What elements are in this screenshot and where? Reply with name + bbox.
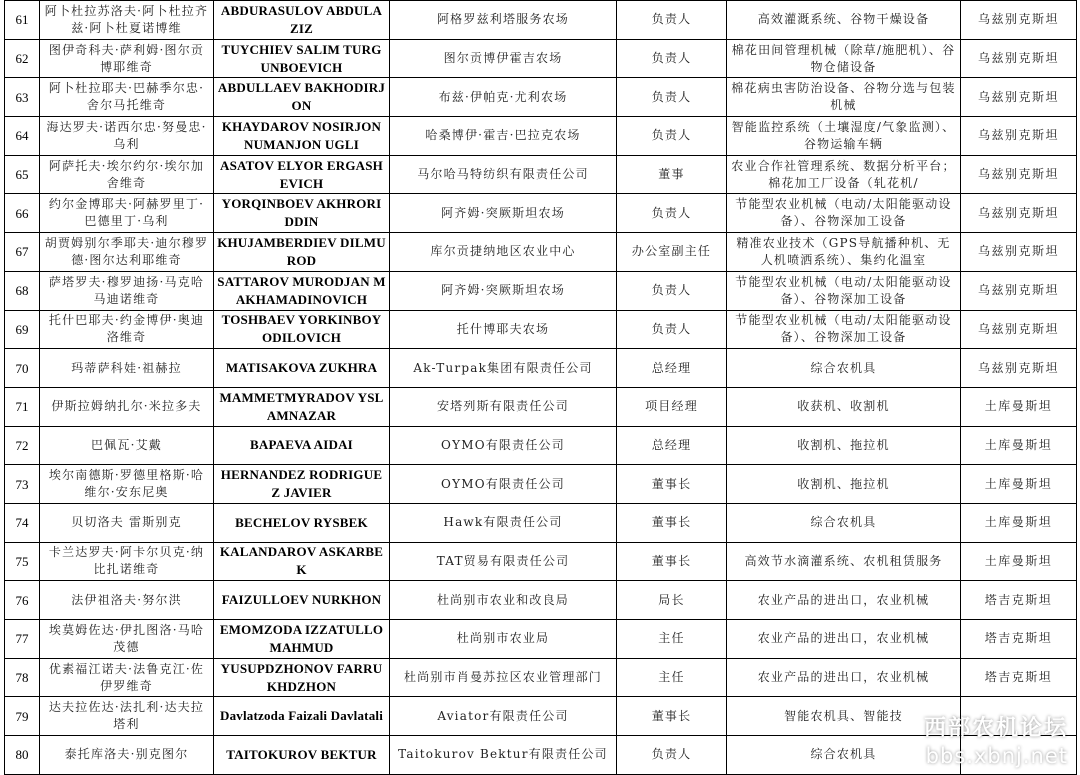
chinese-name-cell: 玛蒂萨科娃·祖赫拉 bbox=[40, 349, 214, 388]
row-number: 75 bbox=[5, 542, 40, 581]
row-number: 80 bbox=[5, 736, 40, 775]
country-cell: 乌兹别克斯坦 bbox=[961, 349, 1077, 388]
chinese-name-cell: 萨塔罗夫·穆罗迪扬·马克哈马迪诺维奇 bbox=[40, 271, 214, 310]
country-cell: 塔吉克斯坦 bbox=[961, 581, 1077, 620]
table-row bbox=[5, 503, 1077, 542]
latin-name-cell: FAIZULLOEV NURKHON bbox=[214, 581, 390, 620]
forum-watermark bbox=[924, 715, 1068, 769]
country-cell: 土库曼斯坦 bbox=[961, 465, 1077, 504]
position-cell: 董事 bbox=[617, 155, 727, 194]
row-number: 65 bbox=[5, 155, 40, 194]
watermark-name: 西部农机论坛 bbox=[923, 716, 1068, 741]
latin-name-cell: Davlatzoda Faizali Davlatali bbox=[214, 697, 390, 736]
country-cell: 乌兹别克斯坦 bbox=[961, 155, 1077, 194]
chinese-name-cell: 约尔金博耶夫·阿赫罗里丁·巴德里丁·乌利 bbox=[40, 194, 214, 233]
table-row bbox=[5, 387, 1077, 426]
row-number: 73 bbox=[5, 465, 40, 504]
organization-cell: Aviator有限责任公司 bbox=[390, 697, 617, 736]
row-number: 63 bbox=[5, 78, 40, 117]
latin-name-cell: ABDURASULOV ABDULAZIZ bbox=[214, 1, 390, 40]
latin-name-cell: EMOMZODA IZZATULLO MAHMUD bbox=[214, 620, 390, 659]
chinese-name-cell: 托什巴耶夫·约金博伊·奥迪洛维奇 bbox=[40, 310, 214, 349]
latin-name-cell: HERNANDEZ RODRIGUEZ JAVIER bbox=[214, 465, 390, 504]
latin-name-cell: TAITOKUROV BEKTUR bbox=[214, 736, 390, 775]
organization-cell: 杜尚别市肖曼苏拉区农业管理部门 bbox=[390, 658, 617, 697]
position-cell: 负责人 bbox=[617, 736, 727, 775]
table-row bbox=[5, 310, 1077, 349]
row-number: 78 bbox=[5, 658, 40, 697]
equipment-cell: 农业产品的进出口，农业机械 bbox=[727, 581, 961, 620]
country-cell: 乌兹别克斯坦 bbox=[961, 233, 1077, 272]
chinese-name-cell: 阿萨托夫·埃尔约尔·埃尔加舍维奇 bbox=[40, 155, 214, 194]
row-number: 71 bbox=[5, 387, 40, 426]
table-row bbox=[5, 349, 1077, 388]
equipment-cell: 综合农机具 bbox=[727, 736, 961, 775]
position-cell: 总经理 bbox=[617, 426, 727, 465]
table-row bbox=[5, 697, 1077, 736]
chinese-name-cell: 法伊祖洛夫·努尔洪 bbox=[40, 581, 214, 620]
chinese-name-cell: 埃尔南德斯·罗德里格斯·哈维尔·安东尼奥 bbox=[40, 465, 214, 504]
equipment-cell: 综合农机具 bbox=[727, 503, 961, 542]
equipment-cell: 棉花病虫害防治设备、谷物分选与包装机械 bbox=[727, 78, 961, 117]
equipment-cell: 综合农机具 bbox=[727, 349, 961, 388]
organization-cell: 马尔哈马特纺织有限责任公司 bbox=[390, 155, 617, 194]
latin-name-cell: YORQINBOEV AKHRORIDDIN bbox=[214, 194, 390, 233]
latin-name-cell: KALANDAROV ASKARBEK bbox=[214, 542, 390, 581]
organization-cell: 阿齐姆·突厥斯坦农场 bbox=[390, 194, 617, 233]
row-number: 72 bbox=[5, 426, 40, 465]
position-cell: 负责人 bbox=[617, 39, 727, 78]
row-number: 67 bbox=[5, 233, 40, 272]
row-number: 64 bbox=[5, 117, 40, 156]
position-cell: 负责人 bbox=[617, 271, 727, 310]
equipment-cell: 高效节水滴灌系统、农机租赁服务 bbox=[727, 542, 961, 581]
latin-name-cell: MATISAKOVA ZUKHRA bbox=[214, 349, 390, 388]
organization-cell: TAT贸易有限责任公司 bbox=[390, 542, 617, 581]
position-cell: 项目经理 bbox=[617, 387, 727, 426]
position-cell: 董事长 bbox=[617, 542, 727, 581]
chinese-name-cell: 埃莫姆佐达·伊扎图洛·马哈茂德 bbox=[40, 620, 214, 659]
equipment-cell: 节能型农业机械（电动/太阳能驱动设备）、谷物深加工设备 bbox=[727, 271, 961, 310]
position-cell: 负责人 bbox=[617, 194, 727, 233]
table-row bbox=[5, 581, 1077, 620]
position-cell: 办公室副主任 bbox=[617, 233, 727, 272]
equipment-cell: 收获机、收割机 bbox=[727, 387, 961, 426]
position-cell: 主任 bbox=[617, 658, 727, 697]
country-cell: 塔吉克斯坦 bbox=[961, 620, 1077, 659]
chinese-name-cell: 阿卜杜拉苏洛夫·阿卜杜拉齐兹·阿卜杜夏诺博维 bbox=[40, 1, 214, 40]
watermark-url: bbs.xbnj.net bbox=[925, 744, 1068, 768]
latin-name-cell: ABDULLAEV BAKHODIRJON bbox=[214, 78, 390, 117]
equipment-cell: 农业产品的进出口，农业机械 bbox=[727, 620, 961, 659]
position-cell: 董事长 bbox=[617, 465, 727, 504]
chinese-name-cell: 泰托库洛夫·别克图尔 bbox=[40, 736, 214, 775]
equipment-cell: 节能型农业机械（电动/太阳能驱动设备）、谷物深加工设备 bbox=[727, 310, 961, 349]
latin-name-cell: BAPAEVA AIDAI bbox=[214, 426, 390, 465]
equipment-cell: 高效灌溉系统、谷物干燥设备 bbox=[727, 1, 961, 40]
row-number: 61 bbox=[5, 1, 40, 40]
organization-cell: OYMO有限责任公司 bbox=[390, 465, 617, 504]
position-cell: 负责人 bbox=[617, 117, 727, 156]
chinese-name-cell: 优素福江诺夫·法鲁克江·佐伊罗维奇 bbox=[40, 658, 214, 697]
equipment-cell: 棉花田间管理机械（除草/施肥机）、谷物仓储设备 bbox=[727, 39, 961, 78]
position-cell: 主任 bbox=[617, 620, 727, 659]
country-cell: 乌兹别克斯坦 bbox=[961, 271, 1077, 310]
organization-cell: 杜尚别市农业局 bbox=[390, 620, 617, 659]
row-number: 69 bbox=[5, 310, 40, 349]
chinese-name-cell: 达夫拉佐达·法扎利·达夫拉塔利 bbox=[40, 697, 214, 736]
table-row bbox=[5, 194, 1077, 233]
table-row bbox=[5, 620, 1077, 659]
organization-cell: 托什博耶夫农场 bbox=[390, 310, 617, 349]
country-cell: 塔吉克斯坦 bbox=[961, 658, 1077, 697]
row-number: 77 bbox=[5, 620, 40, 659]
country-cell: 土库曼斯坦 bbox=[961, 387, 1077, 426]
equipment-cell: 农业合作社管理系统、数据分析平台；棉花加工厂设备（轧花机/ bbox=[727, 155, 961, 194]
organization-cell: Ak-Turpak集团有限责任公司 bbox=[390, 349, 617, 388]
table-row bbox=[5, 736, 1077, 775]
position-cell: 负责人 bbox=[617, 1, 727, 40]
country-cell: 乌兹别克斯坦 bbox=[961, 39, 1077, 78]
country-cell: 土库曼斯坦 bbox=[961, 503, 1077, 542]
country-cell: 乌兹别克斯坦 bbox=[961, 1, 1077, 40]
row-number: 66 bbox=[5, 194, 40, 233]
row-number: 62 bbox=[5, 39, 40, 78]
organization-cell: Hawk有限责任公司 bbox=[390, 503, 617, 542]
equipment-cell: 收割机、拖拉机 bbox=[727, 426, 961, 465]
equipment-cell: 收割机、拖拉机 bbox=[727, 465, 961, 504]
equipment-cell: 节能型农业机械（电动/太阳能驱动设备）、谷物深加工设备 bbox=[727, 194, 961, 233]
organization-cell: 杜尚别市农业和改良局 bbox=[390, 581, 617, 620]
latin-name-cell: ASATOV ELYOR ERGASHEVICH bbox=[214, 155, 390, 194]
chinese-name-cell: 卡兰达罗夫·阿卡尔贝克·纳比扎诺维奇 bbox=[40, 542, 214, 581]
organization-cell: 图尔贡博伊霍吉农场 bbox=[390, 39, 617, 78]
organization-cell: 安塔列斯有限责任公司 bbox=[390, 387, 617, 426]
table-row bbox=[5, 542, 1077, 581]
latin-name-cell: YUSUPDZHONOV FARRUKHDZHON bbox=[214, 658, 390, 697]
country-cell: 乌兹别克斯坦 bbox=[961, 310, 1077, 349]
position-cell: 负责人 bbox=[617, 78, 727, 117]
position-cell: 负责人 bbox=[617, 310, 727, 349]
row-number: 70 bbox=[5, 349, 40, 388]
table-body bbox=[5, 1, 1077, 775]
organization-cell: OYMO有限责任公司 bbox=[390, 426, 617, 465]
chinese-name-cell: 贝切洛夫 雷斯别克 bbox=[40, 503, 214, 542]
equipment-cell: 智能监控系统（土壤湿度/气象监测）、谷物运输车辆 bbox=[727, 117, 961, 156]
table-row bbox=[5, 1, 1077, 40]
organization-cell: 布兹·伊帕克·尤利农场 bbox=[390, 78, 617, 117]
country-cell: 乌兹别克斯坦 bbox=[961, 78, 1077, 117]
chinese-name-cell: 伊斯拉姆纳扎尔·米拉多夫 bbox=[40, 387, 214, 426]
position-cell: 总经理 bbox=[617, 349, 727, 388]
row-number: 79 bbox=[5, 697, 40, 736]
country-cell: 土库曼斯坦 bbox=[961, 542, 1077, 581]
organization-cell: 阿齐姆·突厥斯坦农场 bbox=[390, 271, 617, 310]
table-row bbox=[5, 271, 1077, 310]
organization-cell: 阿格罗兹利塔服务农场 bbox=[390, 1, 617, 40]
latin-name-cell: SATTAROV MURODJAN MAKHAMADINOVICH bbox=[214, 271, 390, 310]
row-number: 74 bbox=[5, 503, 40, 542]
chinese-name-cell: 阿卜杜拉耶夫·巴赫季尔忠·舍尔马托维奇 bbox=[40, 78, 214, 117]
personnel-table bbox=[4, 0, 1077, 775]
latin-name-cell: TOSHBAEV YORKINBOY ODILOVICH bbox=[214, 310, 390, 349]
position-cell: 局长 bbox=[617, 581, 727, 620]
position-cell: 董事长 bbox=[617, 503, 727, 542]
table-row bbox=[5, 233, 1077, 272]
chinese-name-cell: 巴佩瓦·艾戴 bbox=[40, 426, 214, 465]
organization-cell: Taitokurov Bektur有限责任公司 bbox=[390, 736, 617, 775]
table-row bbox=[5, 155, 1077, 194]
table-row bbox=[5, 117, 1077, 156]
latin-name-cell: KHAYDAROV NOSIRJON NUMANJON UGLI bbox=[214, 117, 390, 156]
table-row bbox=[5, 39, 1077, 78]
latin-name-cell: BECHELOV RYSBEK bbox=[214, 503, 390, 542]
table-row bbox=[5, 78, 1077, 117]
table-row bbox=[5, 426, 1077, 465]
organization-cell: 库尔贡捷纳地区农业中心 bbox=[390, 233, 617, 272]
row-number: 76 bbox=[5, 581, 40, 620]
country-cell: 乌兹别克斯坦 bbox=[961, 194, 1077, 233]
equipment-cell: 智能农机具、智能技 bbox=[727, 697, 961, 736]
table-row bbox=[5, 658, 1077, 697]
latin-name-cell: MAMMETMYRADOV YSLAMNAZAR bbox=[214, 387, 390, 426]
equipment-cell: 精准农业技术（GPS导航播种机、无人机喷洒系统）、集约化温室 bbox=[727, 233, 961, 272]
equipment-cell: 农业产品的进出口，农业机械 bbox=[727, 658, 961, 697]
country-cell: 乌兹别克斯坦 bbox=[961, 117, 1077, 156]
chinese-name-cell: 图伊奇科夫·萨利姆·图尔贡博耶维奇 bbox=[40, 39, 214, 78]
latin-name-cell: KHUJAMBERDIEV DILMUROD bbox=[214, 233, 390, 272]
table-row bbox=[5, 465, 1077, 504]
latin-name-cell: TUYCHIEV SALIM TURGUNBOEVICH bbox=[214, 39, 390, 78]
organization-cell: 哈桑博伊·霍吉·巴拉克农场 bbox=[390, 117, 617, 156]
chinese-name-cell: 胡贾姆别尔季耶夫·迪尔穆罗德·图尔达利耶维奇 bbox=[40, 233, 214, 272]
chinese-name-cell: 海达罗夫·诺西尔忠·努曼忠·乌利 bbox=[40, 117, 214, 156]
country-cell: 土库曼斯坦 bbox=[961, 426, 1077, 465]
row-number: 68 bbox=[5, 271, 40, 310]
position-cell: 董事长 bbox=[617, 697, 727, 736]
